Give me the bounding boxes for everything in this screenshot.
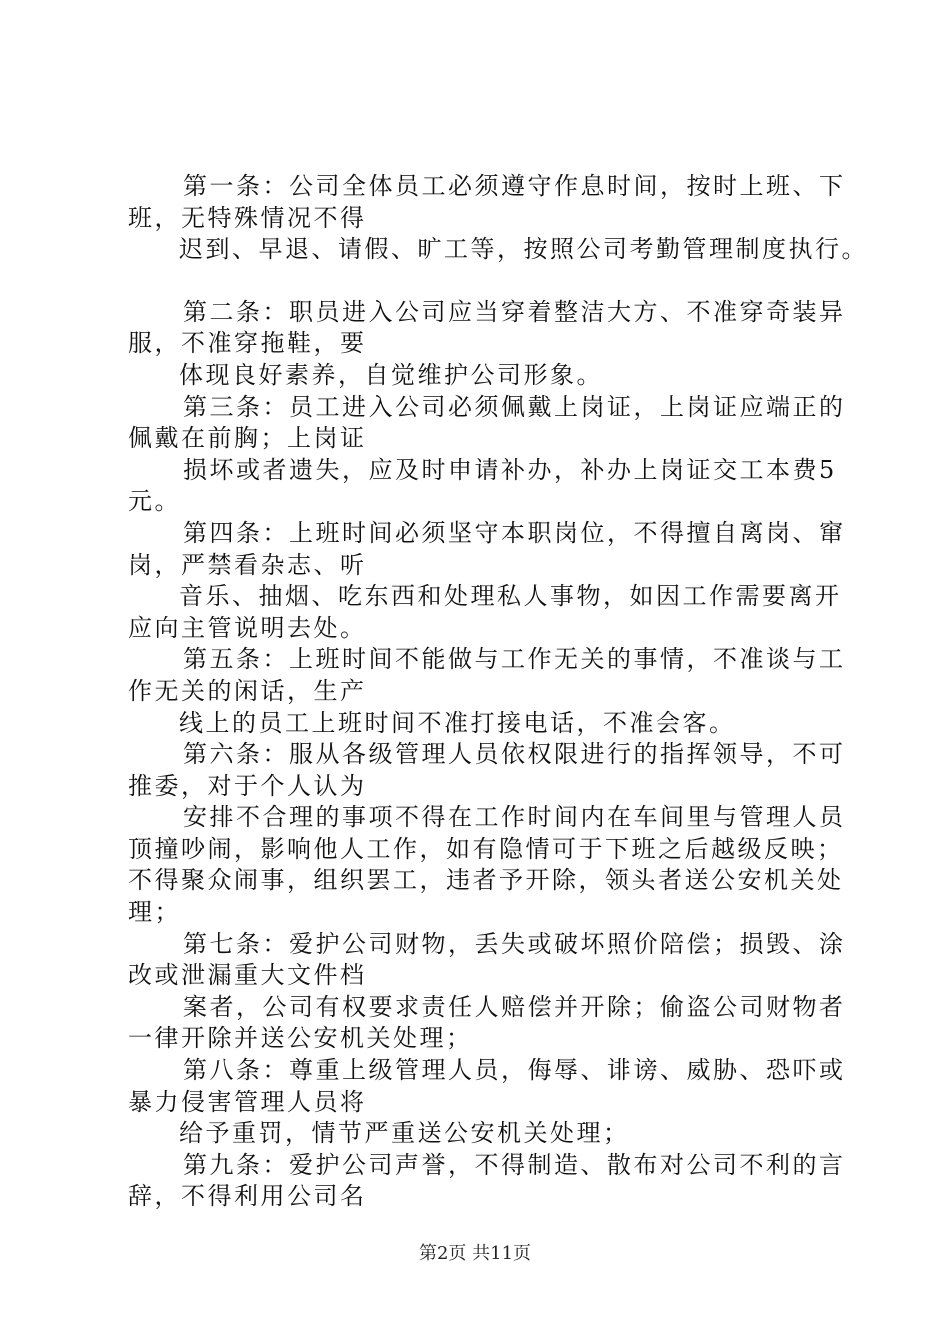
text-line: 佩戴在前胸；上岗证	[128, 424, 367, 453]
page-number-footer: 第2页 共11页	[418, 1243, 532, 1264]
text-line: 迟到、早退、请假、旷工等，按照公司考勤管理制度执行。	[179, 235, 868, 264]
paragraph-gap	[128, 266, 838, 297]
text-line: 第四条：上班时间必须坚守本职岗位，不得擅自离岗、窜	[183, 518, 846, 547]
text-line: 第五条：上班时间不能做与工作无关的事情，不准谈与工	[183, 645, 846, 674]
text-line: 第一条：公司全体员工必须遵守作息时间，按时上班、下	[183, 172, 846, 200]
text-line: 理；	[128, 898, 181, 927]
text-line: 推委，对于个人认为	[128, 771, 367, 800]
text-line: 第六条：服从各级管理人员依权限进行的指挥领导，不可	[183, 740, 846, 769]
text-line: 服，不准穿拖鞋，要	[128, 329, 367, 358]
text-line: 顶撞吵闹，影响他人工作，如有隐情可于下班之后越级反映；	[128, 834, 844, 863]
text-line: 损坏或者遗失，应及时申请补办，补办上岗证交工本费5	[183, 455, 837, 484]
text-line: 第三条：员工进入公司必须佩戴上岗证，上岗证应端正的	[183, 392, 846, 421]
document-body	[128, 171, 868, 1213]
text-line: 元。	[128, 487, 181, 516]
text-line: 线上的员工上班时间不准打接电话，不准会客。	[179, 708, 736, 737]
text-line: 班，无特殊情况不得	[128, 203, 367, 232]
text-line: 暴力侵害管理人员将	[128, 1087, 367, 1116]
text-line: 辞，不得利用公司名	[128, 1182, 367, 1211]
text-line: 音乐、抽烟、吃东西和处理私人事物，如因工作需要离开	[179, 582, 842, 611]
text-line: 改或泄漏重大文件档	[128, 961, 367, 990]
text-line: 第二条：职员进入公司应当穿着整洁大方、不准穿奇装异	[183, 297, 846, 326]
text-line: 第八条：尊重上级管理人员，侮辱、诽谤、威胁、恐吓或	[183, 1056, 846, 1085]
text-line: 第九条：爱护公司声誉，不得制造、散布对公司不利的言	[183, 1150, 846, 1179]
text-line: 应向主管说明去处。	[128, 613, 367, 642]
text-line: 不得聚众闹事，组织罢工，违者予开除，领头者送公安机关处	[128, 866, 844, 895]
text-line: 体现良好素养，自觉维护公司形象。	[179, 360, 603, 389]
text-line: 安排不合理的事项不得在工作时间内在车间里与管理人员	[183, 803, 846, 832]
text-line: 岗，严禁看杂志、听	[128, 550, 367, 579]
text-line: 给予重罚，情节严重送公安机关处理；	[179, 1119, 630, 1148]
text-line: 一律开除并送公安机关处理；	[128, 1024, 473, 1053]
text-line: 作无关的闲话，生产	[128, 676, 367, 705]
text-line: 第七条：爱护公司财物，丢失或破坏照价陪偿；损毁、涂	[183, 929, 846, 958]
text-line: 案者，公司有权要求责任人赔偿并开除；偷盗公司财物者	[183, 992, 846, 1021]
